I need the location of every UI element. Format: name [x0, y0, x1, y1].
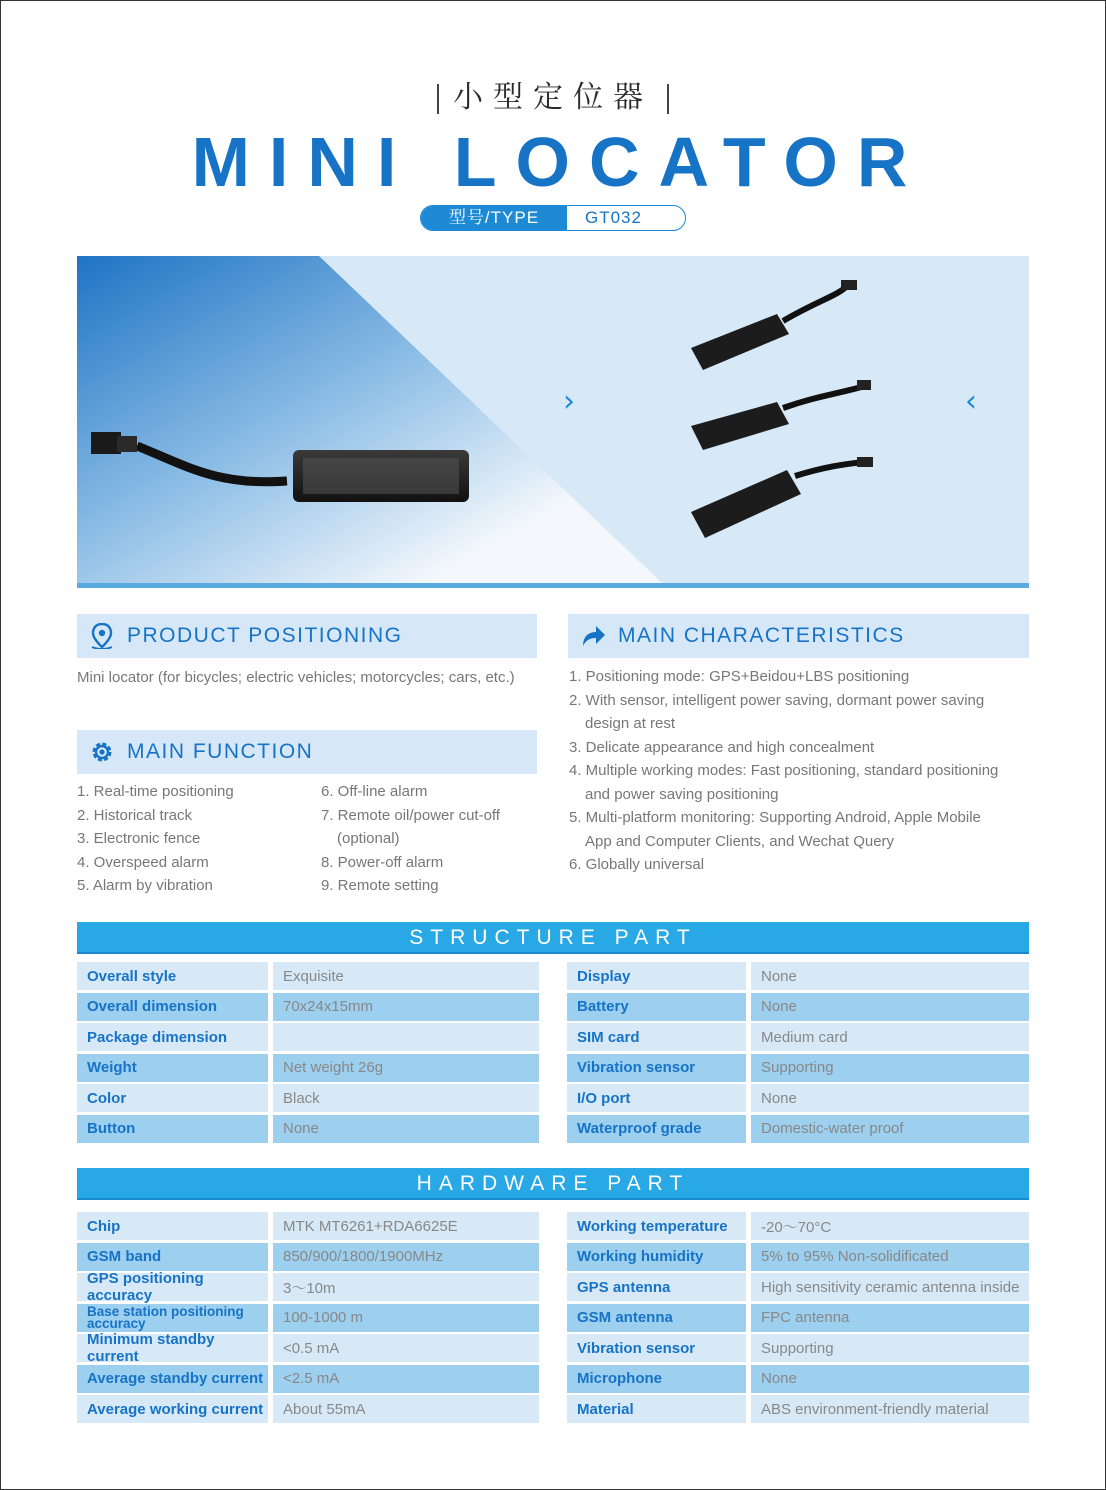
spec-value: 100-1000 m — [273, 1304, 539, 1332]
list-item: 1. Real-time positioning — [77, 783, 234, 800]
spec-label: Minimum standby current — [77, 1334, 268, 1362]
table-row — [567, 1054, 1029, 1085]
table-row — [567, 1084, 1029, 1115]
list-item: 4. Overspeed alarm — [77, 853, 209, 871]
spec-value: <0.5 mA — [273, 1334, 539, 1362]
location-pin-icon — [77, 623, 127, 649]
spec-value: 5% to 95% Non-solidificated — [751, 1243, 1029, 1271]
table-row — [77, 1115, 539, 1146]
table-row — [567, 1115, 1029, 1146]
table-row — [567, 1334, 1029, 1365]
list-item: 2. Historical track — [77, 806, 193, 824]
hero-illustration — [77, 256, 1029, 588]
spec-value: Medium card — [751, 1023, 1029, 1051]
spec-label: Display — [567, 962, 746, 990]
list-item: 6. Off-line alarm — [321, 783, 428, 800]
spec-value: None — [751, 1084, 1029, 1112]
spec-label: Battery — [567, 993, 746, 1021]
type-value: GT032 — [585, 208, 642, 227]
section-title: MAIN CHARACTERISTICS — [618, 624, 905, 647]
spec-label: Average working current — [77, 1395, 268, 1423]
main-characteristics-header — [568, 614, 1029, 658]
table-row — [77, 1331, 539, 1365]
spec-label: Button — [77, 1115, 268, 1143]
list-item: App and Computer Clients, and Wechat Query — [585, 832, 895, 850]
table-row — [567, 1023, 1029, 1054]
spec-label: Package dimension — [77, 1023, 268, 1051]
spec-label: Vibration sensor — [567, 1334, 746, 1362]
table-row — [567, 1395, 1029, 1426]
list-item: 9. Remote setting — [321, 877, 439, 894]
list-item: 2. With sensor, intelligent power saving, dormant power saving — [569, 691, 985, 709]
spec-label: SIM card — [567, 1023, 746, 1051]
spec-value: None — [273, 1115, 539, 1143]
table-row — [77, 1212, 539, 1243]
spec-label: Base station positioning accuracy — [77, 1304, 268, 1332]
spec-label: Chip — [77, 1212, 268, 1240]
page-title: MINI LOCATOR — [191, 123, 927, 201]
hero-banner — [77, 256, 1029, 588]
spec-value: High sensitivity ceramic antenna inside — [751, 1273, 1029, 1301]
list-item: 8. Power-off alarm — [321, 853, 444, 871]
chevron-left-icon[interactable]: ‹ — [965, 384, 977, 419]
spec-label: Microphone — [567, 1365, 746, 1393]
list-item: 4. Multiple working modes: Fast positioning, standard positioning — [569, 762, 999, 779]
structure-table-left — [77, 962, 539, 1145]
spec-label: Weight — [77, 1054, 268, 1082]
hero-baseline — [77, 583, 1029, 588]
main-function-header — [77, 730, 537, 774]
chinese-title: 小型定位器 — [0, 72, 1106, 116]
spec-value: Supporting — [751, 1054, 1029, 1082]
table-row — [77, 1365, 539, 1396]
table-row — [567, 1365, 1029, 1396]
section-title: MAIN FUNCTION — [127, 740, 314, 763]
table-row — [77, 1084, 539, 1115]
spec-value: 70x24x15mm — [273, 993, 539, 1021]
list-item: 5. Alarm by vibration — [77, 877, 213, 894]
spec-value: Net weight 26g — [273, 1054, 539, 1082]
table-row — [567, 1304, 1029, 1335]
section-title: PRODUCT POSITIONING — [127, 624, 403, 647]
spec-value: Exquisite — [273, 962, 539, 990]
spec-label: Overall style — [77, 962, 268, 990]
spec-label: Vibration sensor — [567, 1054, 746, 1082]
spec-label: Working temperature — [567, 1212, 746, 1240]
spec-value: <2.5 mA — [273, 1365, 539, 1393]
table-row — [77, 1304, 539, 1335]
function-list-1 — [77, 780, 307, 898]
table-row — [77, 1243, 539, 1274]
spec-value: 850/900/1800/1900MHz — [273, 1243, 539, 1271]
list-item: (optional) — [337, 830, 400, 847]
hardware-table-left — [77, 1212, 539, 1426]
spec-value: FPC antenna — [751, 1304, 1029, 1332]
table-row — [567, 962, 1029, 993]
product-positioning-header — [77, 614, 537, 658]
list-item: 3. Electronic fence — [77, 830, 201, 847]
spec-value — [273, 1023, 539, 1051]
spec-value: None — [751, 962, 1029, 990]
table-row — [567, 993, 1029, 1024]
list-item: 3. Delicate appearance and high concealment — [569, 738, 875, 756]
list-item: 7. Remote oil/power cut-off — [321, 806, 500, 824]
function-list-2 — [321, 780, 551, 898]
table-row — [77, 993, 539, 1024]
table-row — [77, 1270, 539, 1304]
structure-table-right — [567, 962, 1029, 1145]
spec-value: About 55mA — [273, 1395, 539, 1423]
list-item: design at rest — [585, 715, 676, 732]
product-positioning-text: Mini locator (for bicycles; electric vehicles; motorcycles; cars, etc.) — [77, 669, 515, 686]
list-item: 1. Positioning mode: GPS+Beidou+LBS positioning — [569, 668, 910, 685]
table-row — [567, 1243, 1029, 1274]
chevron-right-icon[interactable]: › — [563, 384, 575, 419]
list-item: and power saving positioning — [585, 785, 779, 803]
hardware-table-right — [567, 1212, 1029, 1426]
share-arrow-icon — [568, 624, 618, 648]
gear-icon — [77, 740, 127, 764]
spec-value: MTK MT6261+RDA6625E — [273, 1212, 539, 1240]
table-row — [567, 1273, 1029, 1304]
spec-label: GPS antenna — [567, 1273, 746, 1301]
structure-band: STRUCTURE PART — [77, 922, 1029, 954]
table-row — [77, 1023, 539, 1054]
list-item: 5. Multi-platform monitoring: Supporting Android, Apple Mobile — [569, 809, 981, 826]
spec-label: Material — [567, 1395, 746, 1423]
spec-value: Black — [273, 1084, 539, 1112]
spec-value: Domestic-water proof — [751, 1115, 1029, 1143]
spec-value: -20～70°C — [751, 1212, 1029, 1240]
spec-value: Supporting — [751, 1334, 1029, 1362]
spec-label: GSM band — [77, 1243, 268, 1271]
spec-label: Working humidity — [567, 1243, 746, 1271]
table-row — [77, 962, 539, 993]
table-row — [567, 1212, 1029, 1243]
spec-value: 3～10m — [273, 1273, 539, 1301]
spec-value: ABS environment-friendly material — [751, 1395, 1029, 1423]
spec-label: I/O port — [567, 1084, 746, 1112]
characteristics-list — [569, 665, 1039, 877]
spec-label: Color — [77, 1084, 268, 1112]
list-item: 6. Globally universal — [569, 856, 705, 873]
spec-value: None — [751, 1365, 1029, 1393]
spec-label: GPS positioning accuracy — [77, 1273, 268, 1301]
spec-value: None — [751, 993, 1029, 1021]
table-row — [77, 1054, 539, 1085]
spec-label: GSM antenna — [567, 1304, 746, 1332]
spec-label: Overall dimension — [77, 993, 268, 1021]
type-badge — [420, 205, 686, 231]
spec-label: Average standby current — [77, 1365, 268, 1393]
spec-label: Waterproof grade — [567, 1115, 746, 1143]
type-label: 型号/TYPE — [421, 206, 567, 230]
table-row — [77, 1395, 539, 1426]
hardware-band: HARDWARE PART — [77, 1168, 1029, 1200]
